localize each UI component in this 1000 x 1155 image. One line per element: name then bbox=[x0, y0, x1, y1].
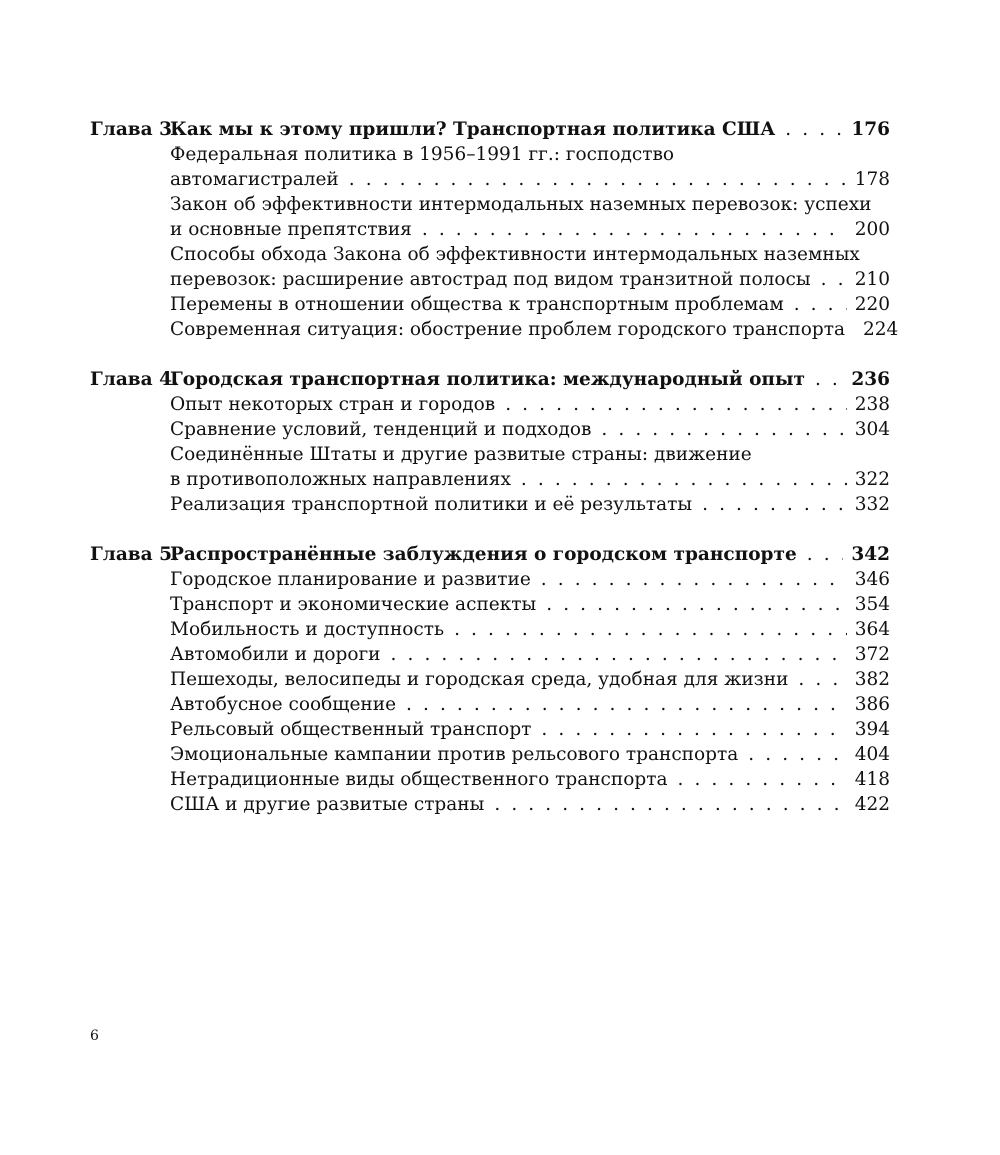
dot-leader bbox=[546, 592, 846, 617]
toc-line bbox=[90, 567, 890, 592]
section-title-line: Опыт некоторых стран и городов bbox=[170, 394, 496, 415]
chapter-page-number: 342 bbox=[851, 544, 890, 565]
section-title-line: Нетрадиционные виды общественного транспорта bbox=[170, 769, 668, 790]
section-title-line: Пешеходы, велосипеды и городская среда, удобная для жизни bbox=[170, 669, 789, 690]
chapter-label: Глава 4. bbox=[90, 369, 179, 390]
dot-leader bbox=[541, 567, 847, 592]
section-title-line: Федеральная политика в 1956–1991 гг.: господство bbox=[170, 144, 675, 165]
chapter-title: Как мы к этому пришли? Транспортная политика США bbox=[170, 119, 776, 140]
dot-leader bbox=[494, 792, 846, 817]
dot-leader bbox=[349, 167, 847, 192]
dot-leader bbox=[454, 617, 847, 642]
toc-line bbox=[90, 417, 890, 442]
toc-line bbox=[90, 242, 890, 267]
section-page-number: 372 bbox=[854, 644, 890, 665]
toc-section-entry[interactable] bbox=[90, 142, 890, 192]
section-page-number: 322 bbox=[854, 469, 890, 490]
toc-line bbox=[90, 267, 890, 292]
section-page-number: 200 bbox=[854, 219, 890, 240]
toc-line bbox=[90, 717, 890, 742]
toc-section-entry[interactable] bbox=[90, 742, 890, 767]
toc-section-entry[interactable] bbox=[90, 642, 890, 667]
toc-line bbox=[90, 592, 890, 617]
chapter-heading[interactable] bbox=[90, 367, 890, 392]
section-page-number: 220 bbox=[854, 294, 890, 315]
section-title-line: Современная ситуация: обострение проблем городского транспорта bbox=[170, 319, 845, 340]
chapter-title: Распространённые заблуждения о городском транспорте bbox=[170, 544, 797, 565]
toc-section-entry[interactable] bbox=[90, 592, 890, 617]
section-title-line: и основные препятствия bbox=[170, 219, 412, 240]
chapter-block bbox=[90, 117, 899, 342]
toc-section-entry[interactable] bbox=[90, 317, 899, 342]
dot-leader bbox=[678, 767, 847, 792]
section-title-line: Перемены в отношении общества к транспортным проблемам bbox=[170, 294, 784, 315]
chapter-page-number: 236 bbox=[851, 369, 890, 390]
dot-leader bbox=[821, 267, 847, 292]
table-of-contents bbox=[90, 117, 899, 842]
section-page-number: 238 bbox=[854, 394, 890, 415]
chapter-title: Городская транспортная политика: международный опыт bbox=[170, 369, 805, 390]
toc-section-entry[interactable] bbox=[90, 492, 890, 517]
section-page-number: 418 bbox=[854, 769, 890, 790]
toc-line bbox=[90, 492, 890, 517]
chapter-block bbox=[90, 542, 890, 817]
chapter-heading[interactable] bbox=[90, 542, 890, 567]
dot-leader bbox=[422, 217, 847, 242]
section-page-number: 304 bbox=[854, 419, 890, 440]
dot-leader bbox=[391, 642, 847, 667]
dot-leader bbox=[748, 742, 846, 767]
section-title-line: США и другие развитые страны bbox=[170, 794, 485, 815]
section-title-line: автомагистралей bbox=[170, 169, 339, 190]
toc-line bbox=[90, 167, 890, 192]
toc-section-entry[interactable] bbox=[90, 667, 890, 692]
section-title-line: перевозок: расширение автострад под видом транзитной полосы bbox=[170, 269, 811, 290]
chapter-block bbox=[90, 367, 890, 517]
section-page-number: 382 bbox=[854, 669, 890, 690]
dot-leader bbox=[406, 692, 847, 717]
section-title-line: Городское планирование и развитие bbox=[170, 569, 531, 590]
section-page-number: 422 bbox=[854, 794, 890, 815]
toc-line bbox=[90, 467, 890, 492]
dot-leader bbox=[505, 392, 846, 417]
toc-section-entry[interactable] bbox=[90, 242, 890, 292]
section-title-line: Автобусное сообщение bbox=[170, 694, 397, 715]
dot-leader bbox=[798, 667, 846, 692]
section-title-line: Способы обхода Закона об эффективности интермодальных наземных bbox=[170, 244, 860, 265]
toc-line bbox=[90, 142, 890, 167]
page-number: 6 bbox=[90, 1028, 99, 1044]
section-page-number: 386 bbox=[854, 694, 890, 715]
toc-line bbox=[90, 617, 890, 642]
toc-section-entry[interactable] bbox=[90, 192, 890, 242]
toc-section-entry[interactable] bbox=[90, 292, 890, 317]
section-page-number: 346 bbox=[854, 569, 890, 590]
dot-leader bbox=[601, 417, 846, 442]
toc-line bbox=[90, 667, 890, 692]
section-title-line: Автомобили и дороги bbox=[170, 644, 381, 665]
section-title-line: Сравнение условий, тенденций и подходов bbox=[170, 419, 592, 440]
toc-line bbox=[90, 767, 890, 792]
section-page-number: 404 bbox=[854, 744, 890, 765]
toc-section-entry[interactable] bbox=[90, 717, 890, 742]
chapter-heading[interactable] bbox=[90, 117, 890, 142]
chapter-label: Глава 5. bbox=[90, 544, 179, 565]
section-page-number: 364 bbox=[854, 619, 890, 640]
section-page-number: 178 bbox=[854, 169, 890, 190]
section-title-line: Реализация транспортной политики и её результаты bbox=[170, 494, 693, 515]
toc-line bbox=[90, 642, 890, 667]
toc-section-entry[interactable] bbox=[90, 442, 890, 492]
section-title-line: в противоположных направлениях bbox=[170, 469, 511, 490]
dot-leader bbox=[807, 542, 844, 567]
chapter-label: Глава 3. bbox=[90, 119, 179, 140]
dot-leader bbox=[521, 467, 847, 492]
toc-line bbox=[90, 792, 890, 817]
toc-line bbox=[90, 317, 899, 342]
dot-leader bbox=[815, 367, 843, 392]
section-page-number: 332 bbox=[854, 494, 890, 515]
toc-section-entry[interactable] bbox=[90, 567, 890, 592]
section-title-line: Эмоциональные кампании против рельсового транспорта bbox=[170, 744, 739, 765]
toc-section-entry[interactable] bbox=[90, 392, 890, 417]
section-title-line: Мобильность и доступность bbox=[170, 619, 445, 640]
dot-leader bbox=[541, 717, 846, 742]
section-title-line: Транспорт и экономические аспекты bbox=[170, 594, 537, 615]
section-title-line: Закон об эффективности интермодальных наземных перевозок: успехи bbox=[170, 194, 872, 215]
section-page-number: 354 bbox=[854, 594, 890, 615]
toc-section-entry[interactable] bbox=[90, 792, 890, 817]
dot-leader bbox=[794, 292, 847, 317]
toc-section-entry[interactable] bbox=[90, 767, 890, 792]
section-title-line: Соединённые Штаты и другие развитые страны: движение bbox=[170, 444, 752, 465]
toc-line bbox=[90, 442, 890, 467]
toc-line bbox=[90, 192, 890, 217]
section-title-line: Рельсовый общественный транспорт bbox=[170, 719, 532, 740]
toc-line bbox=[90, 392, 890, 417]
toc-line bbox=[90, 217, 890, 242]
toc-line bbox=[90, 692, 890, 717]
chapter-page-number: 176 bbox=[851, 119, 890, 140]
toc-section-entry[interactable] bbox=[90, 692, 890, 717]
toc-section-entry[interactable] bbox=[90, 417, 890, 442]
toc-line bbox=[90, 742, 890, 767]
toc-section-entry[interactable] bbox=[90, 617, 890, 642]
section-page-number: 210 bbox=[854, 269, 890, 290]
toc-line bbox=[90, 292, 890, 317]
dot-leader bbox=[785, 117, 843, 142]
section-page-number: 224 bbox=[863, 319, 899, 340]
section-page-number: 394 bbox=[854, 719, 890, 740]
dot-leader bbox=[702, 492, 847, 517]
